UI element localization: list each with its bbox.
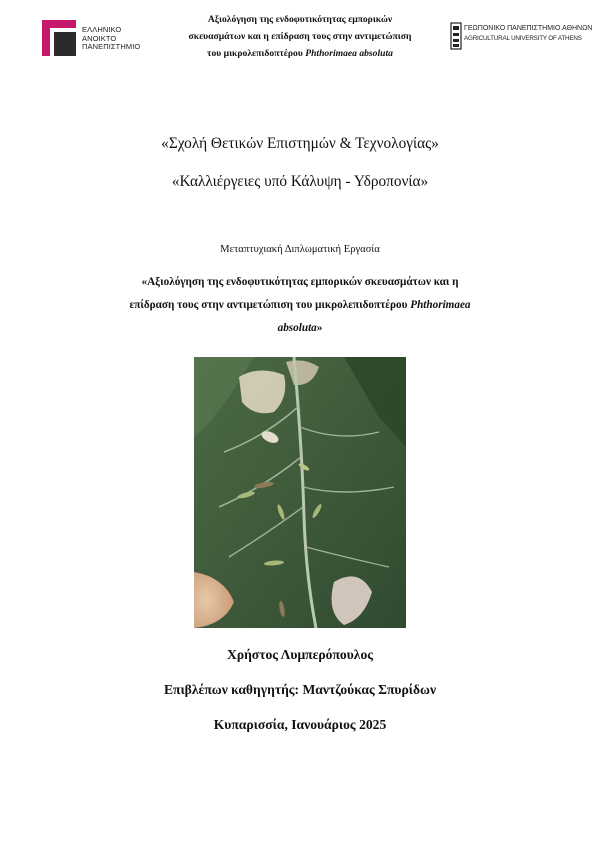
thesis-title-line [80,317,520,340]
leaf-photo-image [194,357,406,628]
header-title-line: σκευασμάτων και η επίδραση τους στην αντιμετώπιση [188,31,412,42]
header-title-line: Αξιολόγηση της ενδοφυτικότητας εμπορικών [207,14,393,25]
place-date: Κυπαρισσία, Ιανουάριος 2025 [213,717,387,732]
eap-logo-line: ΠΑΝΕΠΙΣΤΗΜΙΟ [82,42,141,51]
thesis-title-species: absoluta [277,322,317,334]
eap-logo-text [82,26,140,52]
thesis-title-text: » [316,322,323,334]
aua-logo-text [464,24,592,44]
header-title-line [150,45,450,62]
thesis-title-line [80,294,520,317]
aua-logo-mark-icon [450,22,462,50]
eap-logo-line: ΑΝΟΙΚΤΟ [82,33,117,43]
eap-logo-mark-icon [40,18,78,58]
header-title-prefix: του μικρολεπιδοπτέρου [207,48,303,59]
aua-logo [450,22,593,56]
header-title-species: Phthorimaea absoluta [305,48,393,59]
supervisor: Επιβλέπων καθηγητής: Μαντζούκας Σπυρίδων [163,682,437,697]
thesis-title-text: επίδραση τους στην αντιμετώπιση του μικρολεπιδοπτέρου [129,299,408,311]
header-title [150,11,450,62]
leaf-with-larvae-photo [194,357,406,628]
eap-logo-line: ΕΛΛΗΝΙΚΟ [82,25,122,34]
aua-logo-line: AGRICULTURAL UNIVERSITY OF ATHENS [464,35,582,42]
thesis-title [80,271,520,340]
thesis-title-line: «Αξιολόγηση της ενδοφυτικότητας εμπορικών σκευασμάτων και η [141,276,459,288]
eap-logo [40,18,140,60]
thesis-title-species: Phthorimaea [410,299,471,311]
author-name: Χρήστος Λυμπερόπουλος [227,647,373,662]
program-name: «Καλλιέργειες υπό Κάλυψη - Υδροπονία» [171,173,429,190]
thesis-type: Μεταπτυχιακή Διπλωματική Εργασία [220,244,380,255]
aua-logo-line: ΓΕΩΠΟΝΙΚΟ ΠΑΝΕΠΙΣΤΗΜΙΟ ΑΘΗΝΩΝ [464,25,593,32]
school-name: «Σχολή Θετικών Επιστημών & Τεχνολογίας» [161,135,439,152]
